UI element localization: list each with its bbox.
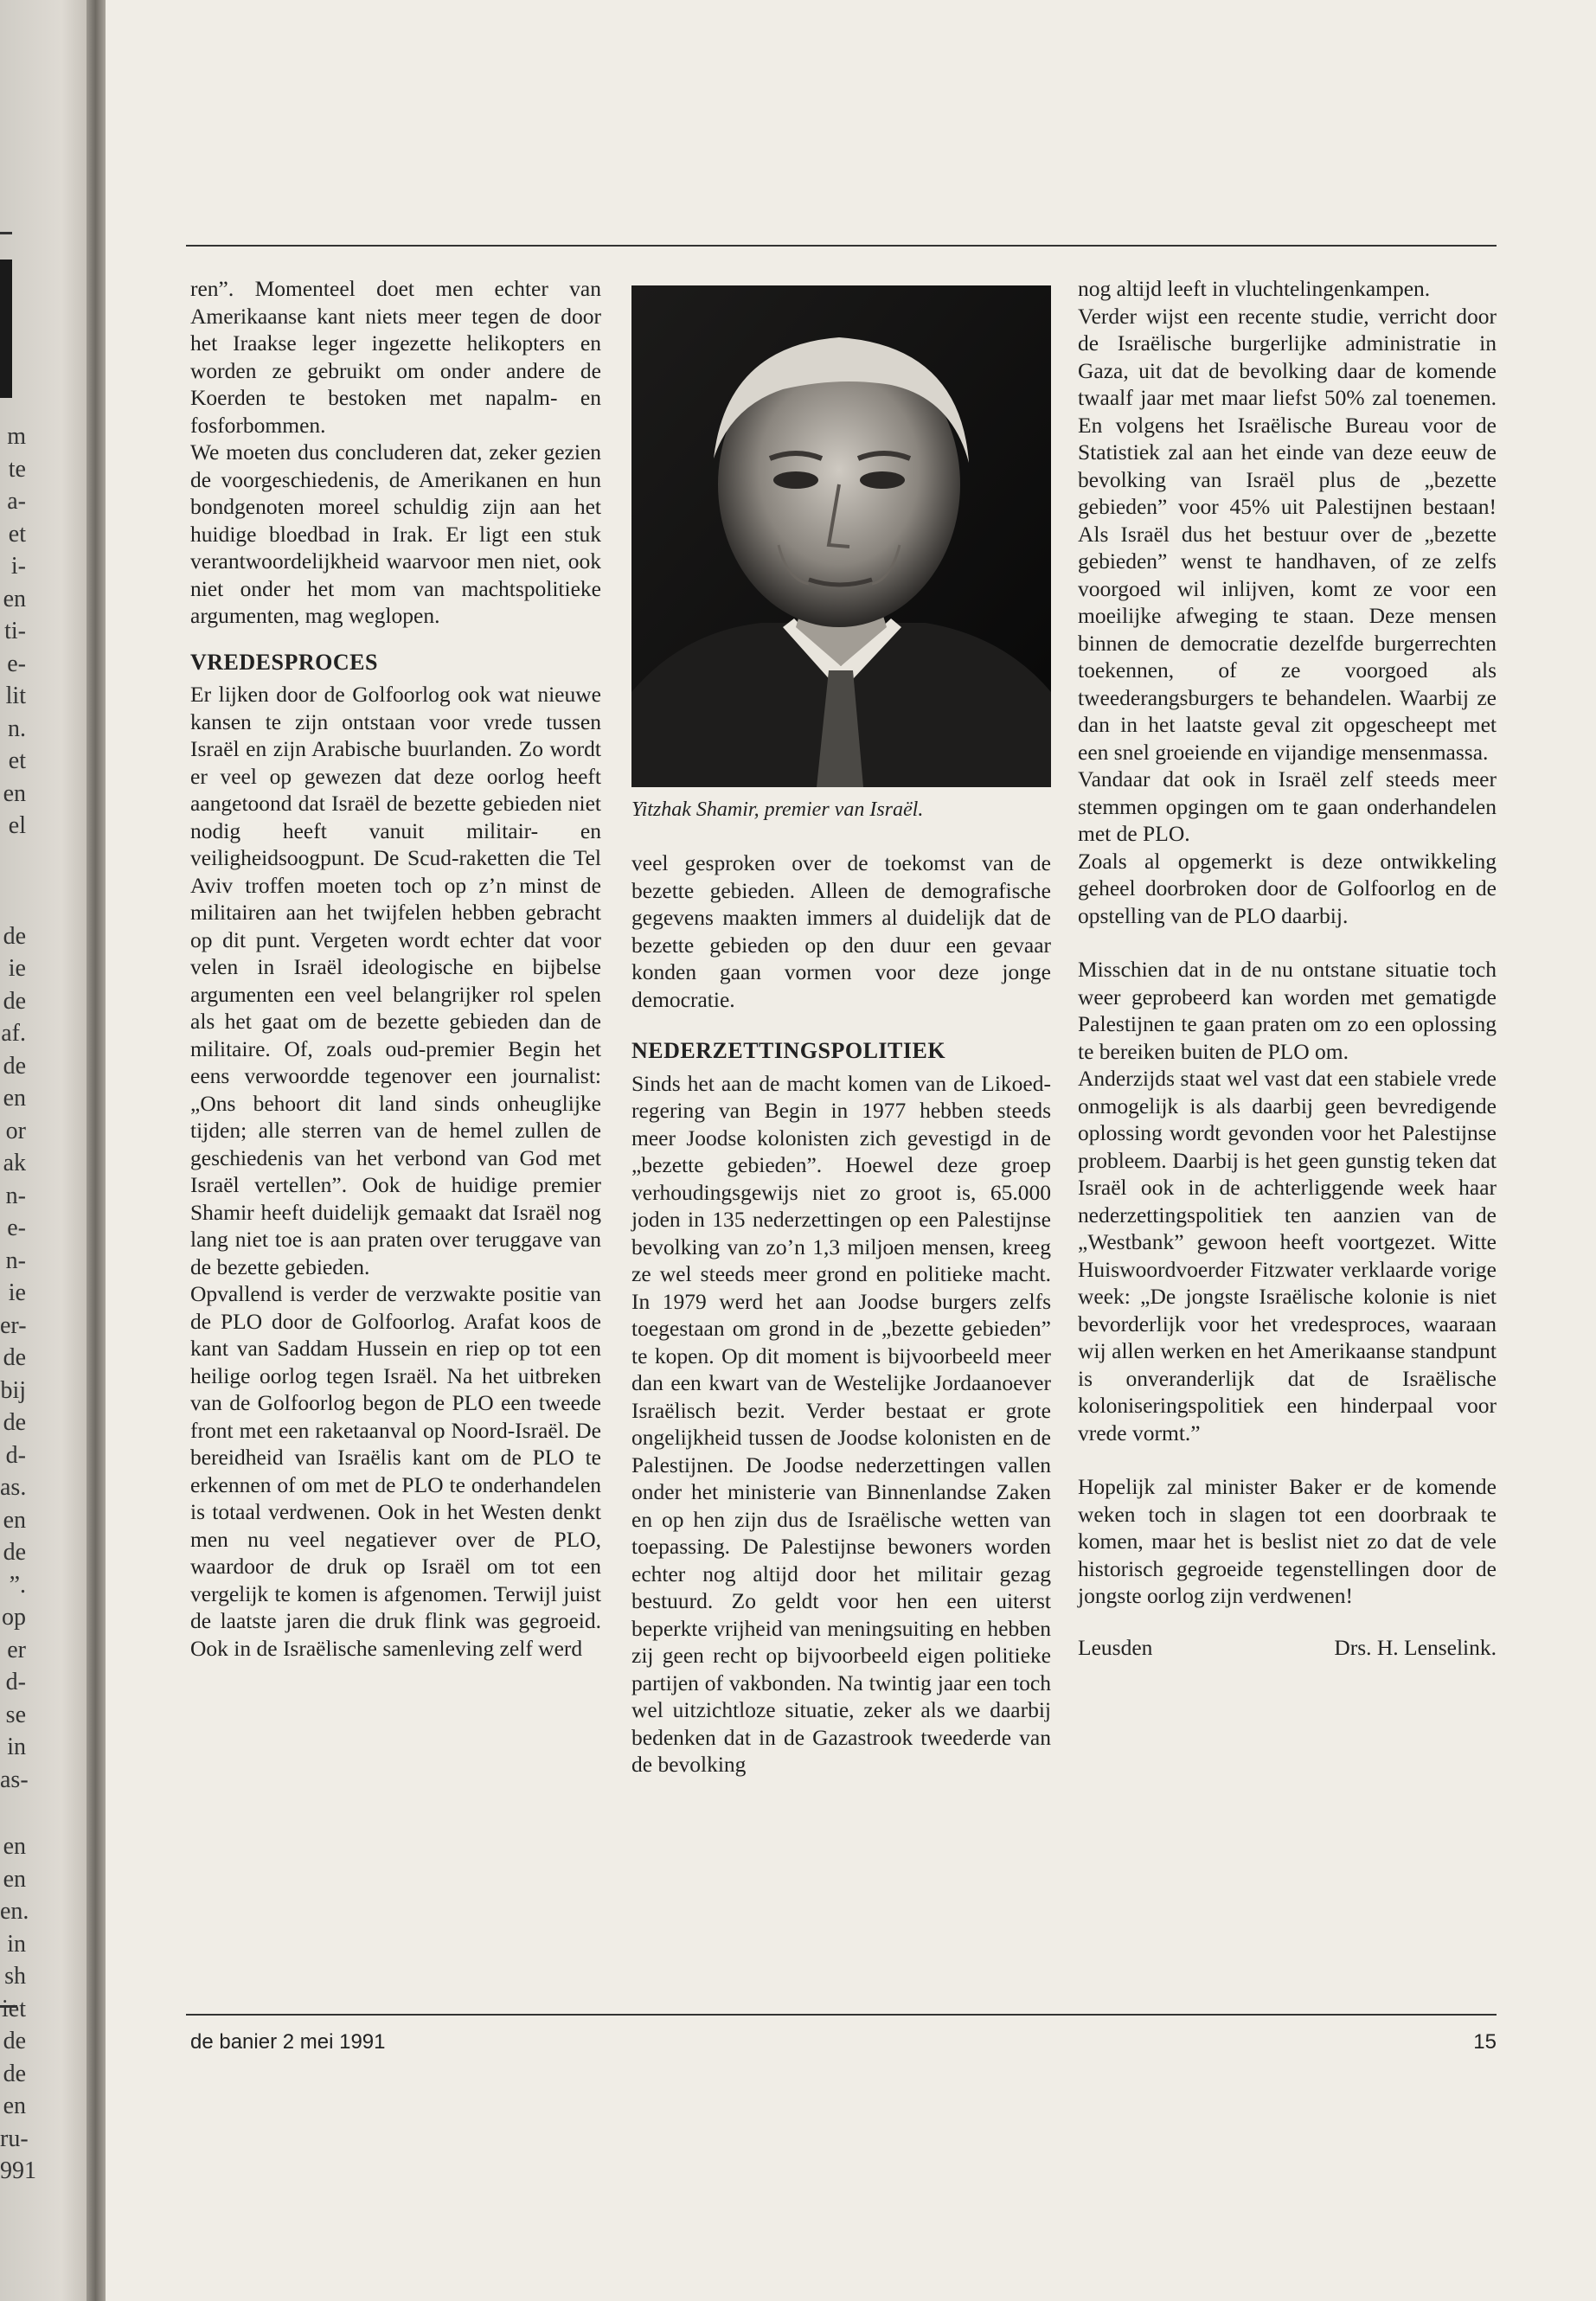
margin-fragment: i- [10, 553, 26, 580]
signature-author: Drs. H. Lenselink. [1334, 1634, 1497, 1660]
margin-fragment: af. [1, 1020, 26, 1047]
paragraph: Verder wijst een recente studie, verricht door de Israëlische burgerlijke administratie in Gaza, uit dat de bevolking daar de komende twaalf jaar met maar liefst 50% zal toenemen. En volgens het Israëlische Bureau voor de Statistiek zal aan het einde van deze eeuw de bevolking van Israël plus de „bezette gebieden” voor 45% uit Palestijnen bestaan! Als Israël dus het bestuur over de „bezette gebieden” wenst te handhaven, of ze zelfs voorgoed wil inlijven, komt ze voor een moeilijke afweging te staan. Deze mensen binnen de democratie dezelfde burgerrechten toekennen, of ze voorgoed als tweederangsburgers te behandelen. Waarbij ze dan in het laatste geval zit opgescheept met een snel groeiende en vijandige mensenmassa. [1078, 303, 1497, 765]
margin-fragment: e- [7, 1215, 26, 1241]
paragraph: Sinds het aan de macht komen van de Likoed-regering van Begin in 1977 hebben steeds meer Joodse kolonisten zich gevestigd in de „bezette gebieden”. Hoewel deze groep verhoudingsgewijs niet zo groot is, 65.000 joden in 135 nederzettingen op een Palestijnse bevolking van zo’n 1,3 miljoen mensen, kreeg ze wel steeds meer grond en politieke macht. In 1979 werd het aan Joodse burgers zelfs toegestaan om grond in de „bezette gebieden” te kopen. Op dit moment is bijvoorbeeld meer dan een kwart van de Westelijke Jordaanoever Israëlisch bezit. Verder bestaat er grote ongelijkheid tussen de Joodse kolonisten en de Palestijnen. De Joodse nederzettingen vallen onder het ministerie van Binnenlandse Zaken en op hen zijn dus de Israëlische wetten van toepassing. De Palestijnse bewoners worden echter nog altijd door het militair gezag bestuurd. Zo geldt voor hen een uiterst beperkte vrijheid van meningsuiting en hebben zij geen recht op bijvoorbeeld eigen politieke partijen of vakbonden. Na twintig jaar een toch wel uitzichtloze situatie, zeker als we daarbij bedenken dat in de Gazastrook tweederde van de bevolking [631, 1070, 1051, 1777]
footer-publication: de banier 2 mei 1991 [190, 2030, 386, 2054]
margin-fragment: de [3, 2060, 26, 2087]
margin-fragment: de [3, 1344, 26, 1371]
margin-fragment: n- [5, 1247, 26, 1274]
paragraph: Hopelijk zal minister Baker er de komende weken toch in slagen tot een doorbraak te komen, maar het is beslist niet zo dat de vele historisch gegroeide tegenstellingen door de jongste oorlog zijn verdwenen! [1078, 1474, 1497, 1608]
margin-fragment: ru- [0, 2125, 29, 2152]
paragraph: nog altijd leeft in vluchtelingenkampen. [1078, 276, 1431, 301]
margin-fragment: ti- [4, 618, 26, 644]
margin-fragment: de [3, 987, 26, 1015]
paragraph: Opvallend is verder de verzwakte positie van de PLO door de Golfoorlog. Arafat koos de kant van Saddam Hussein en riep op tot een heilige oorlog tegen Israël. Na het uitbreken van de Golfoorlog begon de PLO een tweede front met een raketaanval op Noord-Israël. De bereidheid van Israëlis kant om de PLO te erkennen of om met de PLO te onderhandelen is totaal verdwenen. Ook in het Westen denkt men nu veel negatiever over de PLO, waardoor de druk op Israël om tot een vergelijk te komen is afgenomen. Terwijl juist de laatste jaren die druk flink was gegroeid. Ook in de Israëlische samenleving zelf werd [190, 1281, 601, 1661]
margin-fragment: el [8, 812, 26, 839]
margin-fragment: er [7, 1636, 26, 1663]
margin-fragment: in [7, 1734, 26, 1760]
signature-place: Leusden [1078, 1634, 1153, 1660]
paragraph: Vandaar dat ook in Israël zelf steeds meer stemmen opgingen om te gaan onderhandelen met de PLO. [1078, 766, 1497, 846]
margin-fragment: de [3, 922, 26, 950]
margin-fragment: en [3, 2093, 26, 2119]
margin-fragment: iet [2, 1995, 26, 2022]
margin-fragment: bij [0, 1376, 26, 1404]
margin-fragment: en [3, 1833, 26, 1860]
footer-page-number: 15 [1473, 2030, 1497, 2054]
margin-fragment: de [3, 2028, 26, 2054]
signature-line [1078, 1634, 1497, 1662]
bottom-rule [186, 2014, 1497, 2016]
margin-fragment: er- [0, 1311, 27, 1339]
margin-fragment: de [3, 1052, 26, 1080]
margin-fragment: as- [0, 1766, 29, 1793]
margin-fragment: n. [8, 715, 26, 742]
margin-mark [0, 232, 12, 234]
margin-fragment: d- [5, 1669, 26, 1695]
margin-fragment: te [8, 455, 26, 483]
section-heading-vredesproces: VREDESPROCES [190, 649, 378, 675]
margin-fragment: n- [5, 1182, 26, 1209]
paragraph: Zoals al opgemerkt is deze ontwikkeling geheel doorbroken door de Golfoorlog en de opstelling van de PLO daarbij. [1078, 848, 1497, 928]
margin-fragment: en. [0, 1898, 29, 1925]
margin-fragment: ie [8, 1279, 26, 1306]
margin-fragment: et [8, 747, 26, 774]
margin-fragment: m [7, 423, 26, 450]
margin-fragment: d- [5, 1441, 26, 1469]
margin-fragment: en [3, 779, 26, 807]
paragraph: ren”. Momenteel doet men echter van Amerikaanse kant niets meer tegen de door het Iraakse leger ingezette helikopters en worden ze gebruikt om onder andere de Koerden te bestoken met napalm- en fosforbommen. [190, 276, 601, 438]
paragraph: We moeten dus concluderen dat, zeker gezien de voorgeschiedenis, de Amerikanen en hun bondgenoten moreel schuldig zijn aan het huidige bloedbad in Irak. Er ligt een stuk verantwoordelijkheid waarvoor men niet, ook niet onder het mom van machtspolitieke argumenten, mag weglopen. [190, 439, 601, 628]
section-heading-nederzettingspolitiek: NEDERZETTINGSPOLITIEK [631, 1038, 946, 1063]
margin-fragment: lit [5, 683, 26, 709]
margin-fragment: de [3, 1539, 26, 1566]
margin-fragment: en [3, 1865, 26, 1893]
margin-fragment: sh [4, 1963, 26, 1990]
margin-fragment: in [7, 1930, 26, 1958]
column-3 [1078, 275, 1497, 1661]
margin-fragment: as. [0, 1474, 27, 1501]
paragraph: Anderzijds staat wel vast dat een stabiele vrede onmogelijk is als daarbij geen bevredigende oplossing wordt gevonden voor het Palestijnse probleem. Daarbij is het geen gunstig teken dat Israël ook in de achterliggende week haar nederzettingspolitiek ten aanzien van de „Westbank” gewoon heeft voortgezet. Witte Huiswoordvoerder Fitzwater verklaarde vorige week: „De jongste Israëlische kolonie is niet bevorderlijk voor het vredesproces, waaraan wij allen werken en het Amerikaanse standpunt is onveranderlijk dat de Israëlische koloniseringspolitiek een hinderpaal voor vrede vormt.” [1078, 1066, 1497, 1445]
margin-fragment: se [5, 1701, 26, 1728]
top-rule [186, 245, 1497, 247]
photo-caption: Yitzhak Shamir, premier van Israël. [631, 798, 924, 821]
margin-black-bar [0, 260, 12, 398]
margin-fragment: en [3, 1085, 26, 1112]
margin-fragment: et [8, 520, 26, 548]
margin-fragment: e- [7, 650, 26, 677]
column-2 [631, 849, 1051, 1779]
margin-fragment: ak [3, 1150, 26, 1176]
paragraph: Misschien dat in de nu ontstane situatie toch weer geprobeerd kan worden met gematigde Palestijnen te gaan praten om zo een oplossing te bereiken buiten de PLO om. [1078, 957, 1497, 1064]
margin-fragment: op [2, 1604, 26, 1631]
portrait-photo [631, 285, 1051, 787]
margin-fragment: a- [7, 488, 26, 515]
margin-fragment: de [3, 1409, 26, 1436]
portrait-photo-image [631, 285, 1051, 787]
paragraph: veel gesproken over de toekomst van de bezette gebieden. Alleen de demografische gegevens maakten immers al duidelijk dat de bezette gebieden op den duur een gevaar konden gaan vormen voor deze jonge democratie. [631, 850, 1051, 1012]
margin-fragment: 991 [0, 2157, 36, 2184]
margin-fragment: or [5, 1117, 26, 1144]
paragraph: Er lijken door de Golfoorlog ook wat nieuwe kansen te zijn ontstaan voor vrede tussen Israël en zijn Arabische buurlanden. Zo wordt er veel op gewezen dat deze oorlog heeft aangetoond dat Israël de bezette gebieden niet nodig heeft vanuit militair- en veiligheidsoogpunt. De Scud-raketten die Tel Aviv troffen moeten toch op z’n minst de militairen aan het twijfelen hebben gebracht op dit punt. Vergeten wordt echter dat voor velen in Israël ideologische en bijbelse argumenten een veel belangrijker rol spelen als het gaat om de bezette gebieden dan de militaire. Of, zoals oud-premier Begin het eens verwoordde tegenover een journalist: „Ons behoort dit land sinds onheuglijke tijden; alle sterren van de hemel zullen de geschiedenis van het verbond van God met Israël vertellen”. Ook de huidige premier Shamir heeft duidelijk gemaakt dat Israël nog lang niet toe is aan praten over teruggave van de bezette gebieden. [190, 682, 601, 1279]
margin-fragment: ”. [9, 1571, 26, 1599]
margin-fragment: en [3, 585, 26, 612]
margin-fragment: ie [8, 955, 26, 982]
margin-fragment: en [3, 1506, 26, 1534]
column-1 [190, 275, 601, 1662]
